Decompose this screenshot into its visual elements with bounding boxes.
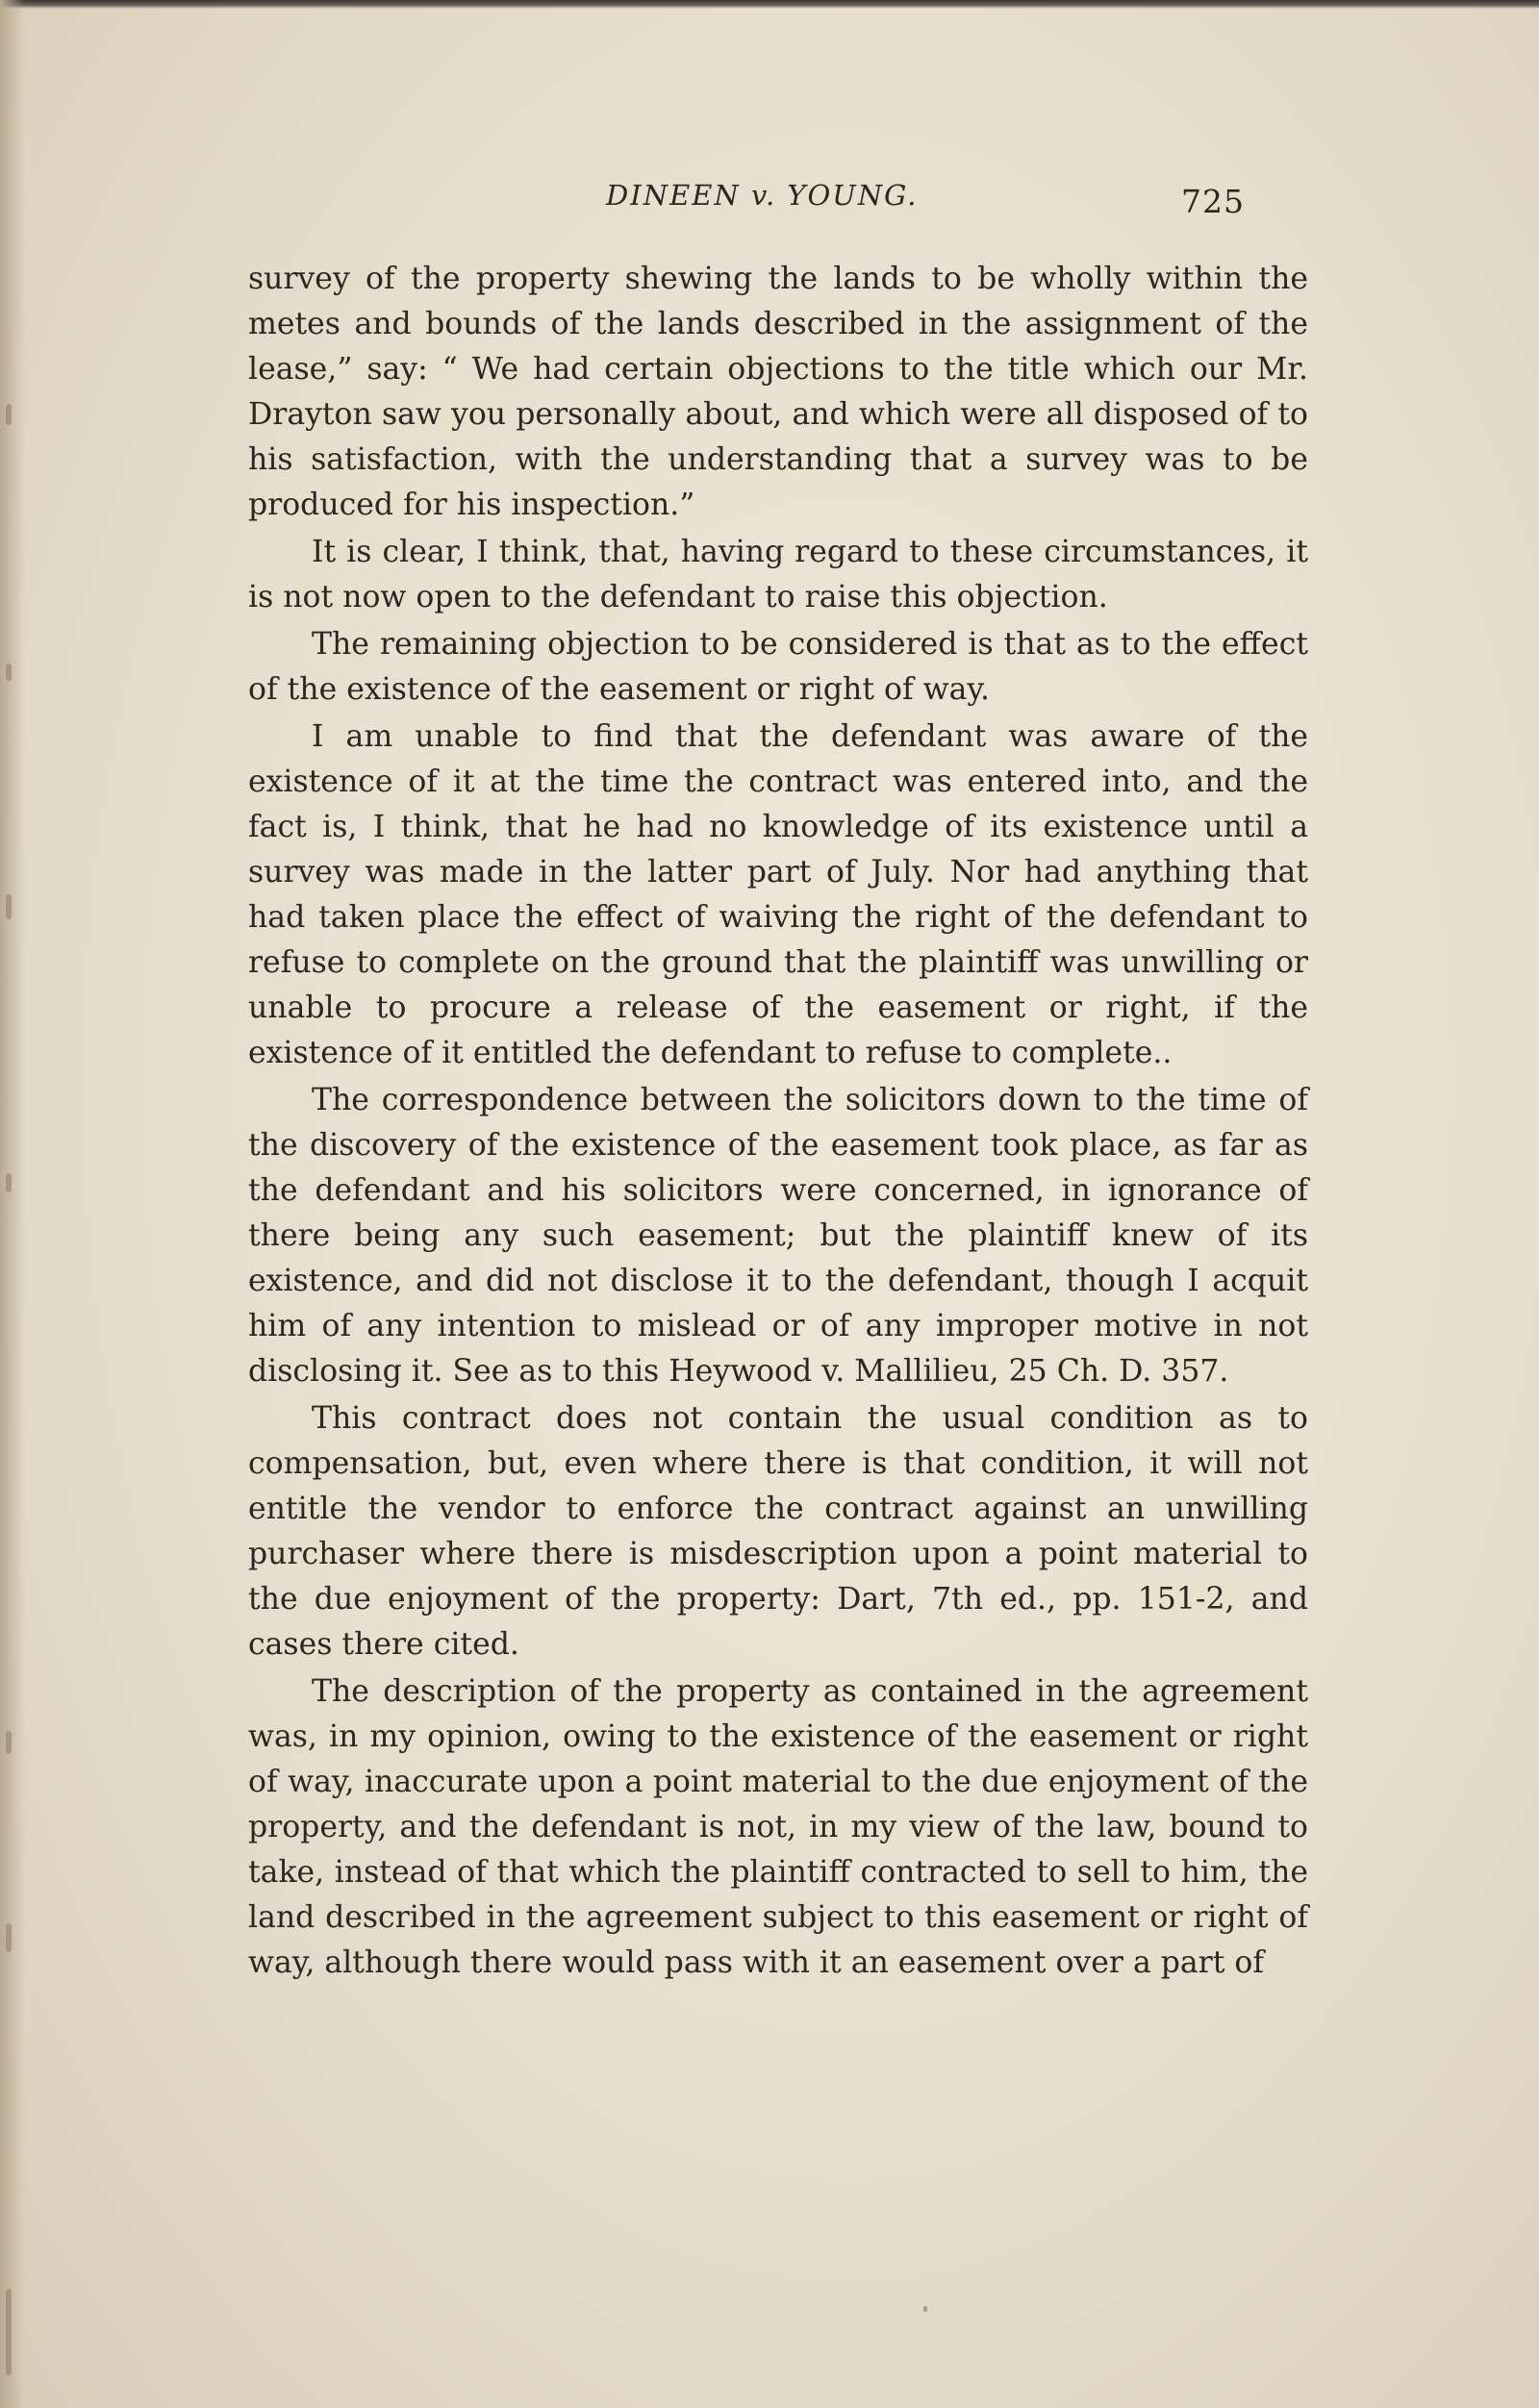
running-title: DINEEN v. YOUNG. <box>606 179 919 212</box>
margin-mark <box>6 1923 12 1952</box>
paragraph: The remaining objection to be considered is that as to the effect of the existence of the easement or right of way. <box>248 627 1308 707</box>
margin-mark <box>6 404 12 425</box>
body-text <box>248 257 1308 1988</box>
margin-mark <box>6 2289 12 2375</box>
paragraph: I am unable to find that the defendant was aware of the existence of it at the time the contract was entered into, and the fact is, I think, that he had no knowledge of its existence until a survey was made in the latter part of July. Nor had anything that had taken place the effect of waiving the right of the defendant to refuse to complete on the ground that the plaintiff was unwilling or unable to procure a release of the easement or right, if the existence of it entitled the defendant to refuse to complete.. <box>248 719 1308 1070</box>
paragraph: The description of the property as contained in the agreement was, in my opinion, owing to the existence of the easement or right of way, inaccurate upon a point material to the due enjoyment of the property, and the defendant is not, in my view of the law, bound to take, instead of that which the plaintiff contracted to sell to him, the land described in the agreement subject to this easement or right of way, although there would pass with it an easement over a part of <box>248 1674 1308 1980</box>
running-header <box>248 173 1306 231</box>
margin-mark <box>6 894 12 919</box>
paragraph: survey of the property shewing the lands to be wholly within the metes and bounds of the lands described in the assignment of the lease,” say: “ We had certain objections to the title which our Mr. Drayton saw you personally about, and which were all disposed of to his satisfaction, with the understanding that a survey was to be produced for his inspection.” <box>248 262 1308 522</box>
page-top-edge <box>0 0 1539 9</box>
page-binding-shadow <box>0 0 25 2408</box>
margin-mark <box>6 1173 12 1192</box>
paragraph: It is clear, I think, that, having regard to these circumstances, it is not now open to the defendant to raise this objection. <box>248 535 1308 615</box>
margin-mark <box>6 1731 12 1754</box>
paragraph: The correspondence between the solicitors down to the time of the discovery of the existence of the easement took place, as far as the defendant and his solicitors were concerned, in ignorance of there being any such easement; but the plaintiff knew of its existence, and did not disclose it to the defendant, though I acquit him of any intention to mislead or of any improper motive in not disclosing it. See as to this Heywood v. Mallilieu, 25 Ch. D. 357. <box>248 1083 1308 1389</box>
page-number: 725 <box>1181 183 1245 220</box>
print-speck <box>923 2306 927 2312</box>
paragraph: This contract does not contain the usual condition as to compensation, but, even where there is that condition, it will not entitle the vendor to enforce the contract against an unwilling purchaser where there is misdescription upon a point material to the due enjoyment of the property: Dart, 7th ed., pp. 151-2, and cases there cited. <box>248 1401 1308 1662</box>
margin-mark <box>6 664 12 681</box>
